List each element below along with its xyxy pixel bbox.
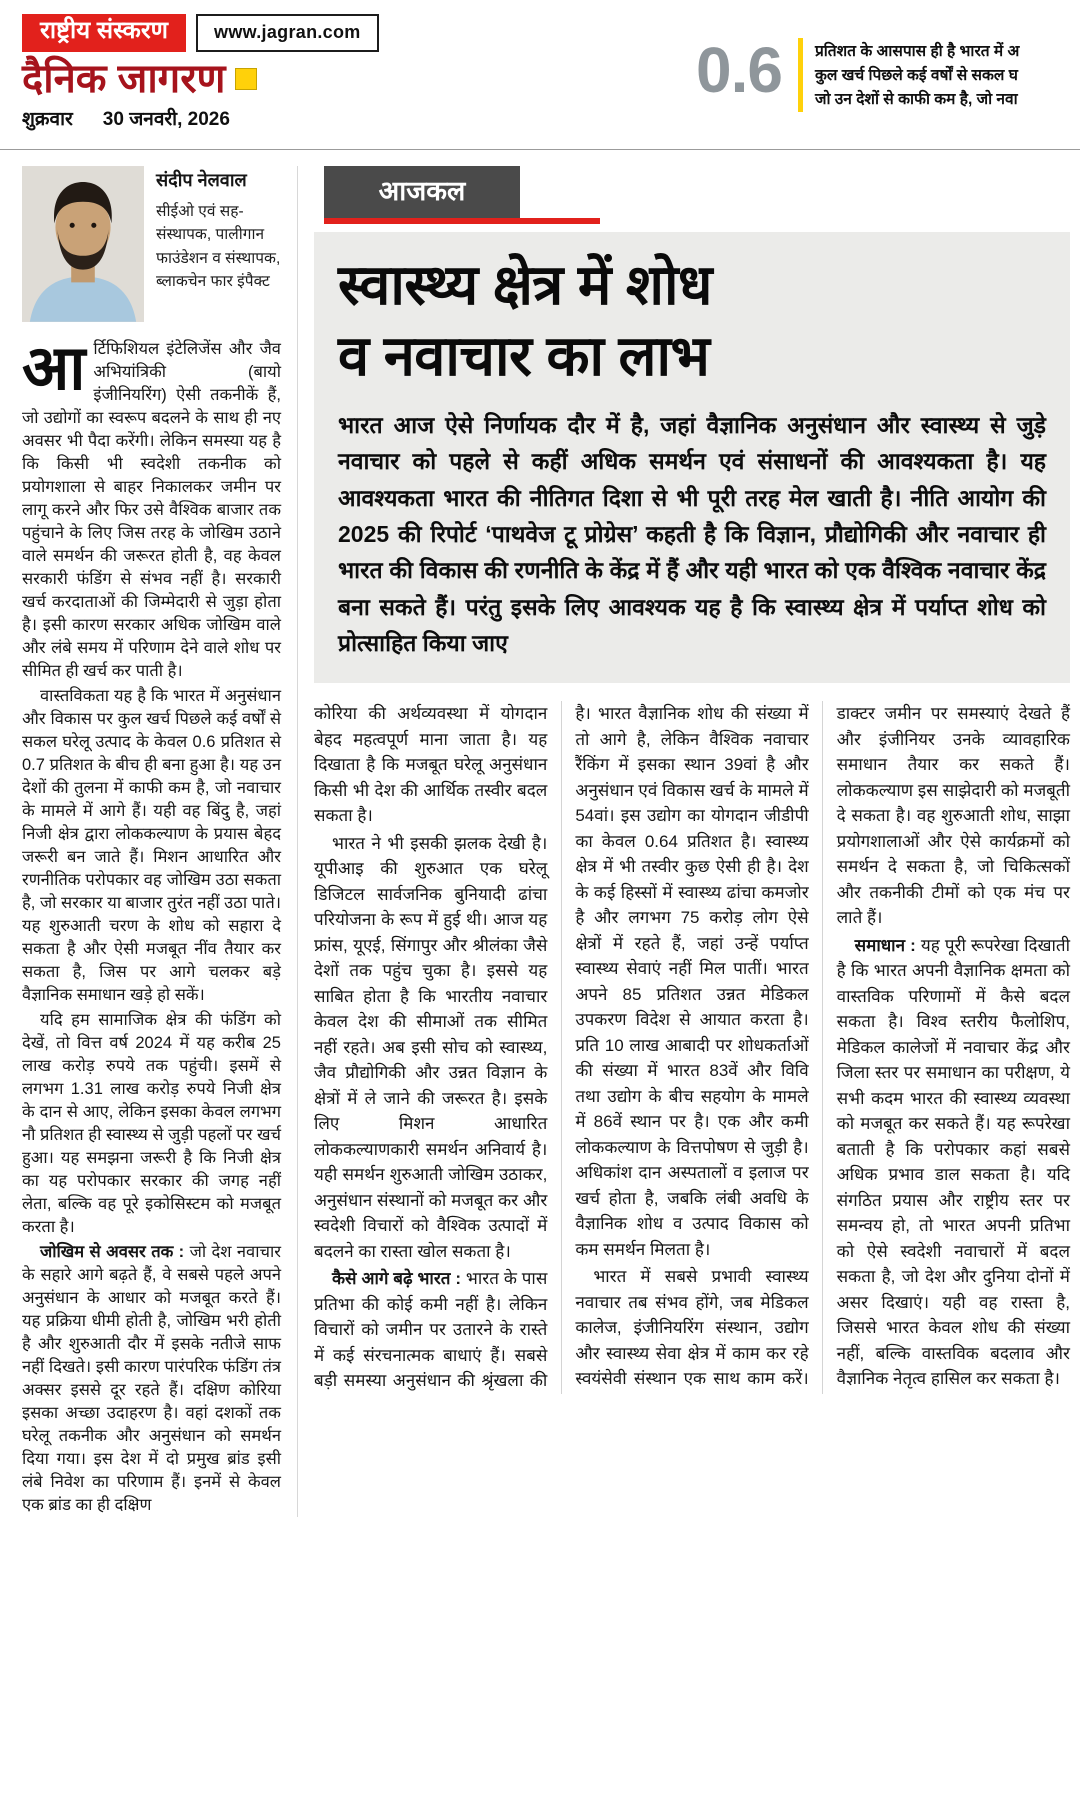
article-paragraph: भारत में सबसे प्रभावी स्वास्थ्य नवाचार तब संभव होंगे, जब मेडिकल कालेज, इंजीनियरिंग संस्थान, उद्योग और स्वास्थ्य सेवा क्षेत्र में काम कर रहे स्वयंसेवी संस्थान एक साथ काम करें। डाक्टर जमीन पर समस्याएं देखते हैं और इंजीनियर उनके व्यावहारिक समाधान तैयार कर सकते हैं। लोककल्याण इस साझेदारी को मजबूती दे सकता है। वह शुरुआती शोध, साझा प्रयोगशालाओं और ऐसे कार्यक्रमों को समर्थन दे सकता है, जो चिकित्सकों और तकनीकी टीमों को एक मंच पर लाते हैं। xyxy=(575,704,1070,1389)
page-body xyxy=(0,150,1080,1517)
article-paragraph: कोरिया की अर्थव्यवस्था में योगदान बेहद महत्वपूर्ण माना जाता है। यह दिखाता है कि मजबूत घरेलू अनुसंधान किसी भी देश की आर्थिक तस्वीर बदल सकता है। xyxy=(314,704,548,826)
edition-banner: राष्ट्रीय संस्करण xyxy=(22,14,186,52)
kicker xyxy=(324,166,600,224)
headline-panel xyxy=(314,232,1070,683)
dateline-day: शुक्रवार xyxy=(22,108,73,130)
kicker-badge: आजकल xyxy=(324,166,520,218)
stat-line: प्रतिशत के आसपास ही है भारत में अ xyxy=(814,43,1020,60)
headline-line-1: स्वास्थ्य क्षेत्र में शोध xyxy=(338,253,712,316)
headline-line-2: व नवाचार का लाभ xyxy=(338,323,710,387)
masthead-top-row xyxy=(22,14,502,52)
paragraph-text: भारत के पास प्रतिभा की कोई कमी नहीं है। लेकिन विचारों को जमीन पर उतारने के रास्ते में कई संरचनात्मक बाधाएं हैं। सबसे बड़ी समस्या अनुसंधान की श्रृंखला की है। भारत वैज्ञानिक शोध की संख्या में तो आगे है, लेकिन वैश्विक नवाचार रैंकिंग में इसका स्थान 39वां है और अनुसंधान एवं विकास खर्च के मामले में 54वां। इस उद्योग का योगदान जीडीपी का केवल 0.64 प्रतिशत है। स्वास्थ्य क्षेत्र में भी तस्वीर कुछ ऐसी ही है। देश के कई हिस्सों में स्वास्थ्य ढांचा कमजोर है और लगभग 75 करोड़ लोग ऐसे क्षेत्रों में रहते हैं, जहां उन्हें पर्याप्त स्वास्थ्य सेवाएं नहीं मिल पातीं। भारत अपने 85 प्रतिशत उन्नत मेडिकल उपकरण विदेश से आयात करता है। प्रति 10 लाख आबादी पर शोधकर्ताओं की संख्या में भारत 83वें और विवि तथा उद्योग के बीच सहयोग के मामले में 86वें स्थान पर है। एक और कमी लोककल्याण के वित्तपोषण से जुड़ी है। अधिकांश दान अस्पतालों व इलाज पर खर्च होता है, जबकि लंबी अवधि के वैज्ञानिक शोध व उत्पाद विकास को कम समर्थन मिलता है। xyxy=(314,704,809,1391)
paragraph-text: र्टिफिशियल इंटेलिजेंस और जैव अभियांत्रिकी (बायो इंजीनियरिंग) ऐसी तकनीकें हैं, जो उद्योगों का स्वरूप बदलने के साथ ही नए अवसर भी पैदा करेंगी। लेकिन समस्या यह है कि किसी भी स्वदेशी तकनीक को प्रयोगशाला से बाहर निकालकर जमीन पर लागू करने और फिर उसे वैश्विक बाजार तक पहुंचाने के लिए जिस तरह के जोखिम उठाने वाले समर्थन की जरूरत होती है, वह केवल सरकारी फंडिंग से संभव नहीं है। सरकारी खर्च करदाताओं की जिम्मेदारी से जुड़ा होता है। इसी कारण सरकार अधिक जोखिम वाले और लंबे समय में परिणाम देने वाले शोध पर सीमित ही खर्च कर पाती है। xyxy=(22,340,281,680)
stat-text-block xyxy=(798,38,1019,112)
article-paragraph: यदि हम सामाजिक क्षेत्र की फंडिंग को देखें, तो वित्त वर्ष 2024 में यह करीब 25 लाख करोड़ रुपये तक पहुंची। इसमें से लगभग 1.31 लाख करोड़ रुपये निजी क्षेत्र के दान से आए, लेकिन इसका केवल लगभग नौ प्रतिशत ही स्वास्थ्य से जुड़ी पहलों पर खर्च हुआ। यह समझना जरूरी है कि निजी क्षेत्र का यह परोपकार सरकार की जगह नहीं लेता, बल्कि वह पूरे इकोसिस्टम को मजबूत करता है। xyxy=(22,1011,281,1236)
stat-line: जो उन देशों से काफी कम है, जो नवा xyxy=(814,91,1018,109)
article-paragraph xyxy=(837,933,1070,1392)
author-info xyxy=(156,166,281,322)
left-column xyxy=(22,166,298,1517)
article-main xyxy=(298,166,1070,1517)
dateline-date: 30 जनवरी, 2026 xyxy=(102,108,230,130)
paragraph-text: जो देश नवाचार के सहारे आगे बढ़ते हैं, वे सबसे पहले अपने अनुसंधान के आधार को मजबूत करते हैं। यह प्रक्रिया धीमी होती है, जोखिम भरी होती है और शुरुआती दौर में इसके नतीजे साफ नहीं दिखते। इसी कारण पारंपरिक फंडिंग तंत्र अक्सर इससे दूर रहते हैं। दक्षिण कोरिया इसका अच्छा उदाहरण है। वहां दशकों तक घरेलू तकनीक और अनुसंधान को समर्थन दिया गया। इस देश में दो प्रमुख ब्रांड इसी लंबे निवेश का परिणाम हैं। इनमें से केवल एक ब्रांड का ही दक्षिण xyxy=(22,1243,282,1514)
headline-stat xyxy=(696,14,1080,112)
article-lead: भारत आज ऐसे निर्णायक दौर में है, जहां वैज्ञानिक अनुसंधान और स्वास्थ्य से जुड़े नवाचार को पहले से कहीं अधिक समर्थन एवं संसाधनों की आवश्यकता है। यह आवश्यकता भारत की नीतिगत दिशा से भी पूरी तरह मेल खाती है। नीति आयोग की 2025 की रिपोर्ट ‘पाथवेज टू प्रोग्रेस’ कहती है कि विज्ञान, प्रौद्योगिकी और नवाचार ही भारत की विकास की रणनीति के केंद्र में हैं और यही भारत को एक वैश्विक नवाचार केंद्र बना सकते हैं। परंतु इसके लिए आवश्यक यह है कि स्वास्थ्य क्षेत्र में पर्याप्त शोध को प्रोत्साहित किया जाए xyxy=(338,412,1046,657)
paper-logo: दैनिक जागरण xyxy=(22,56,226,101)
drop-cap: आ xyxy=(22,334,86,403)
article-paragraph xyxy=(22,1241,281,1517)
paragraph-text: यह पूरी रूपरेखा दिखाती है कि भारत अपनी वैज्ञानिक क्षमता को वास्तविक परिणामों में कैसे बदल सकता है। विश्व स्तरीय फैलोशिप, मेडिकल कालेजों में नवाचार केंद्र और जिला स्तर पर समाधान का परीक्षण, ये सभी कदम भारत की स्वास्थ्य व्यवस्था को मजबूत कर सकते हैं। यह रूपरेखा बताती है कि परोपकार कहां सबसे अधिक प्रभाव डाल सकता है। यदि संगठित प्रयास और राष्ट्रीय स्तर पर समन्वय हो, तो भारत अपनी प्रतिभा को ऐसे स्वदेशी नवाचारों में बदल सकता है, जो देश और दुनिया दोनों में असर दिखाएं। यही वह रास्ता है, जिससे भारत केवल शोध की संख्या नहीं, बल्कि वास्तविक बदलाव और वैज्ञानिक नेतृत्व हासिल कर सकता है। xyxy=(836,935,1070,1389)
article-columns xyxy=(314,701,1070,1394)
logo-row xyxy=(22,57,502,101)
article-paragraph xyxy=(22,334,281,683)
author-bio: सीईओ एवं सह-संस्थापक, पालीगान फाउंडेशन व संस्थापक, ब्लाकचेन फार इंपैक्ट xyxy=(156,203,281,290)
kicker-underline xyxy=(324,218,600,224)
article-paragraph: वास्तविकता यह है कि भारत में अनुसंधान और विकास पर कुल खर्च पिछले कई वर्षों से सकल घरेलू उत्पाद के केवल 0.6 प्रतिशत से 0.7 प्रतिशत के बीच ही बना हुआ है। यह उन देशों की तुलना में काफी कम है, जो नवाचार के मामले में आगे हैं। यही वह बिंदु है, जहां निजी क्षेत्र द्वारा लोककल्याण के प्रयास बेहद जरूरी बन जाते हैं। मिशन आधारित और रणनीतिक परोपकार वह जोखिम उठा सकता है, जो सरकार या बाजार तुरंत नहीं उठा पाते। यह शुरुआती चरण के शोध को सहारा दे सकता है और ऐसी मजबूत नींव तैयार कर सकता है, जिस पर आगे चलकर बड़े वैज्ञानिक समाधान खड़े हो सकें। xyxy=(22,687,281,1004)
masthead xyxy=(22,14,502,131)
article-headline xyxy=(338,250,1046,391)
subhead-solution: समाधान : xyxy=(854,935,921,955)
logo-accent-mark xyxy=(235,68,257,90)
dateline xyxy=(22,105,502,131)
author-photo xyxy=(22,166,144,322)
website-box: www.jagran.com xyxy=(196,14,379,52)
masthead-header xyxy=(0,0,1080,150)
stat-value: 0.6 xyxy=(696,34,782,106)
author-name: संदीप नेलवाल xyxy=(156,170,247,190)
author-card xyxy=(22,166,281,322)
subhead-risk-to-opportunity: जोखिम से अवसर तक : xyxy=(40,1243,190,1261)
article-paragraph: भारत ने भी इसकी झलक देखी है। यूपीआइ की शुरुआत एक घरेलू डिजिटल सार्वजनिक बुनियादी ढांचा परियोजना के रूप में हुई थी। आज यह फ्रांस, यूएई, सिंगापुर और श्रीलंका जैसे देशों तक पहुंच चुका है। इससे यह साबित होता है कि भारतीय नवाचार केवल देश की सीमाओं तक सीमित नहीं रहते। अब इसी सोच को स्वास्थ्य, जैव प्रौद्योगिकी और उन्नत विज्ञान के क्षेत्रों में ले जाने की जरूरत है। इसके लिए मिशन आधारित लोककल्याणकारी समर्थन अनिवार्य है। यही समर्थन शुरुआती जोखिम उठाकर, अनुसंधान संस्थानों को मजबूत कर और स्वदेशी विचारों को वैश्विक उत्पादों में बदलने का रास्ता खोल सकता है। xyxy=(314,833,548,1261)
subhead-how-india-advances: कैसे आगे बढ़े भारत : xyxy=(332,1269,466,1289)
stat-line: कुल खर्च पिछले कई वर्षों से सकल घ xyxy=(814,67,1018,85)
